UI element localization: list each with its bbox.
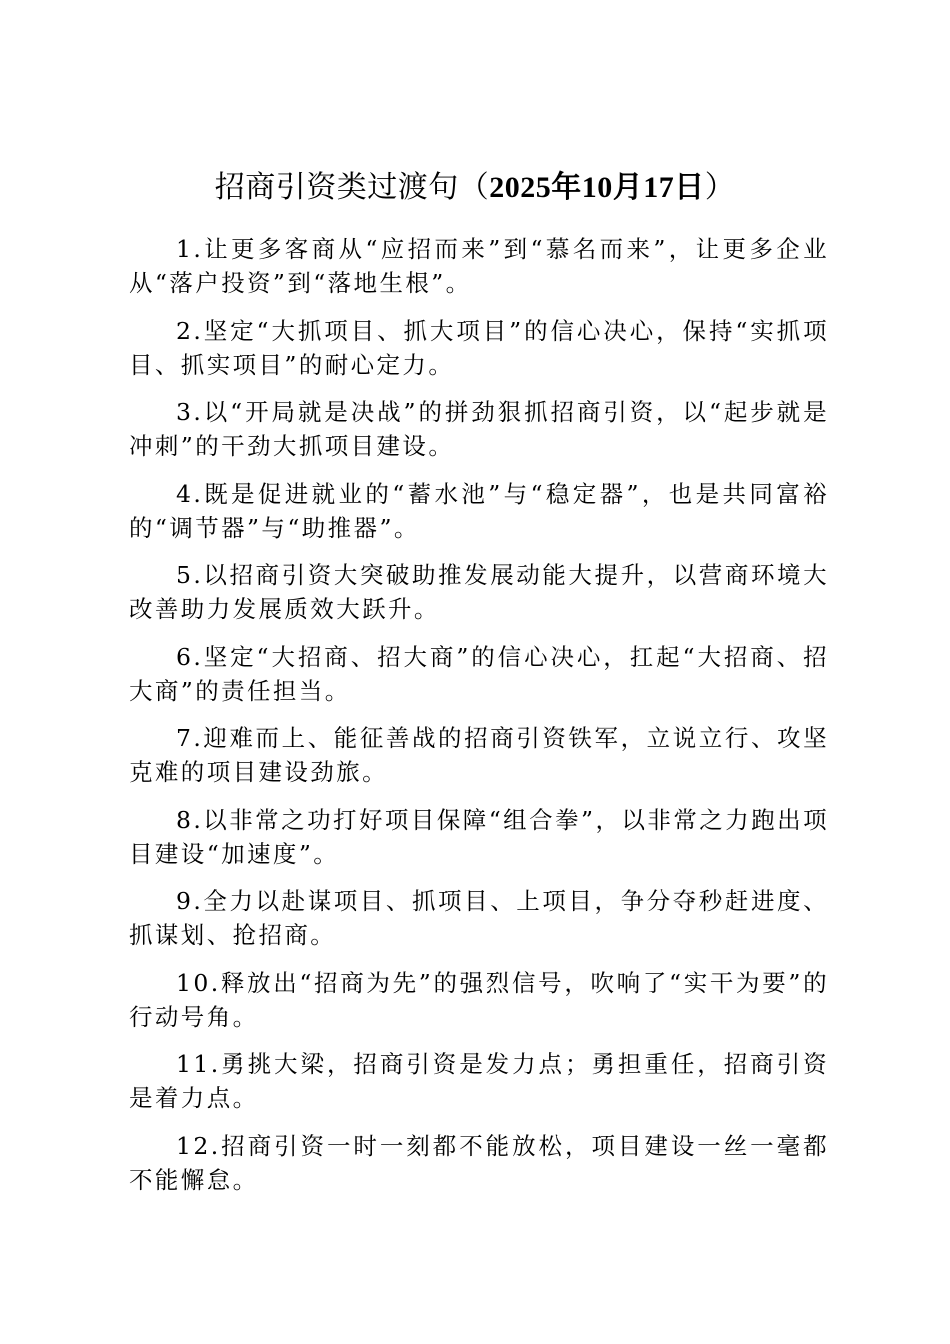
document-body — [129, 232, 829, 1210]
paragraph-2: 2.坚定“大抓项目、抓大项目”的信心决心，保持“实抓项目、抓实项目”的耐心定力。 — [129, 316, 829, 379]
paragraph-10: 10.释放出“招商为先”的强烈信号，吹响了“实干为要”的行动号角。 — [129, 968, 829, 1031]
paragraph-12: 12.招商引资一时一刻都不能放松，项目建设一丝一毫都不能懈怠。 — [129, 1131, 829, 1194]
paragraph-5: 5.以招商引资大突破助推发展动能大提升，以营商环境大改善助力发展质效大跃升。 — [129, 561, 829, 623]
title-date: 2025年10月17日 — [489, 171, 705, 204]
paragraph-6: 6.坚定“大招商、招大商”的信心决心，扛起“大招商、招大商”的责任担当。 — [129, 642, 829, 705]
title-suffix: ） — [704, 170, 736, 205]
title-prefix: 招商引资类过渡句（ — [214, 170, 490, 205]
paragraph-9: 9.全力以赴谋项目、抓项目、上项目，争分夺秒赶进度、抓谋划、抢招商。 — [129, 887, 829, 949]
paragraph-3: 3.以“开局就是决战”的拼劲狠抓招商引资，以“起步就是冲刺”的干劲大抓项目建设。 — [129, 398, 829, 460]
paragraph-1: 1.让更多客商从“应招而来”到“慕名而来”，让更多企业从“落户投资”到“落地生根”。 — [129, 235, 829, 297]
paragraph-4: 4.既是促进就业的“蓄水池”与“稳定器”，也是共同富裕的“调节器”与“助推器”。 — [129, 479, 829, 542]
document-title — [0, 166, 950, 210]
paragraph-8: 8.以非常之功打好项目保障“组合拳”，以非常之力跑出项目建设“加速度”。 — [129, 805, 829, 868]
paragraph-11: 11.勇挑大梁，招商引资是发力点；勇担重任，招商引资是着力点。 — [129, 1050, 829, 1112]
paragraph-7: 7.迎难而上、能征善战的招商引资铁军，立说立行、攻坚克难的项目建设劲旅。 — [129, 724, 829, 786]
